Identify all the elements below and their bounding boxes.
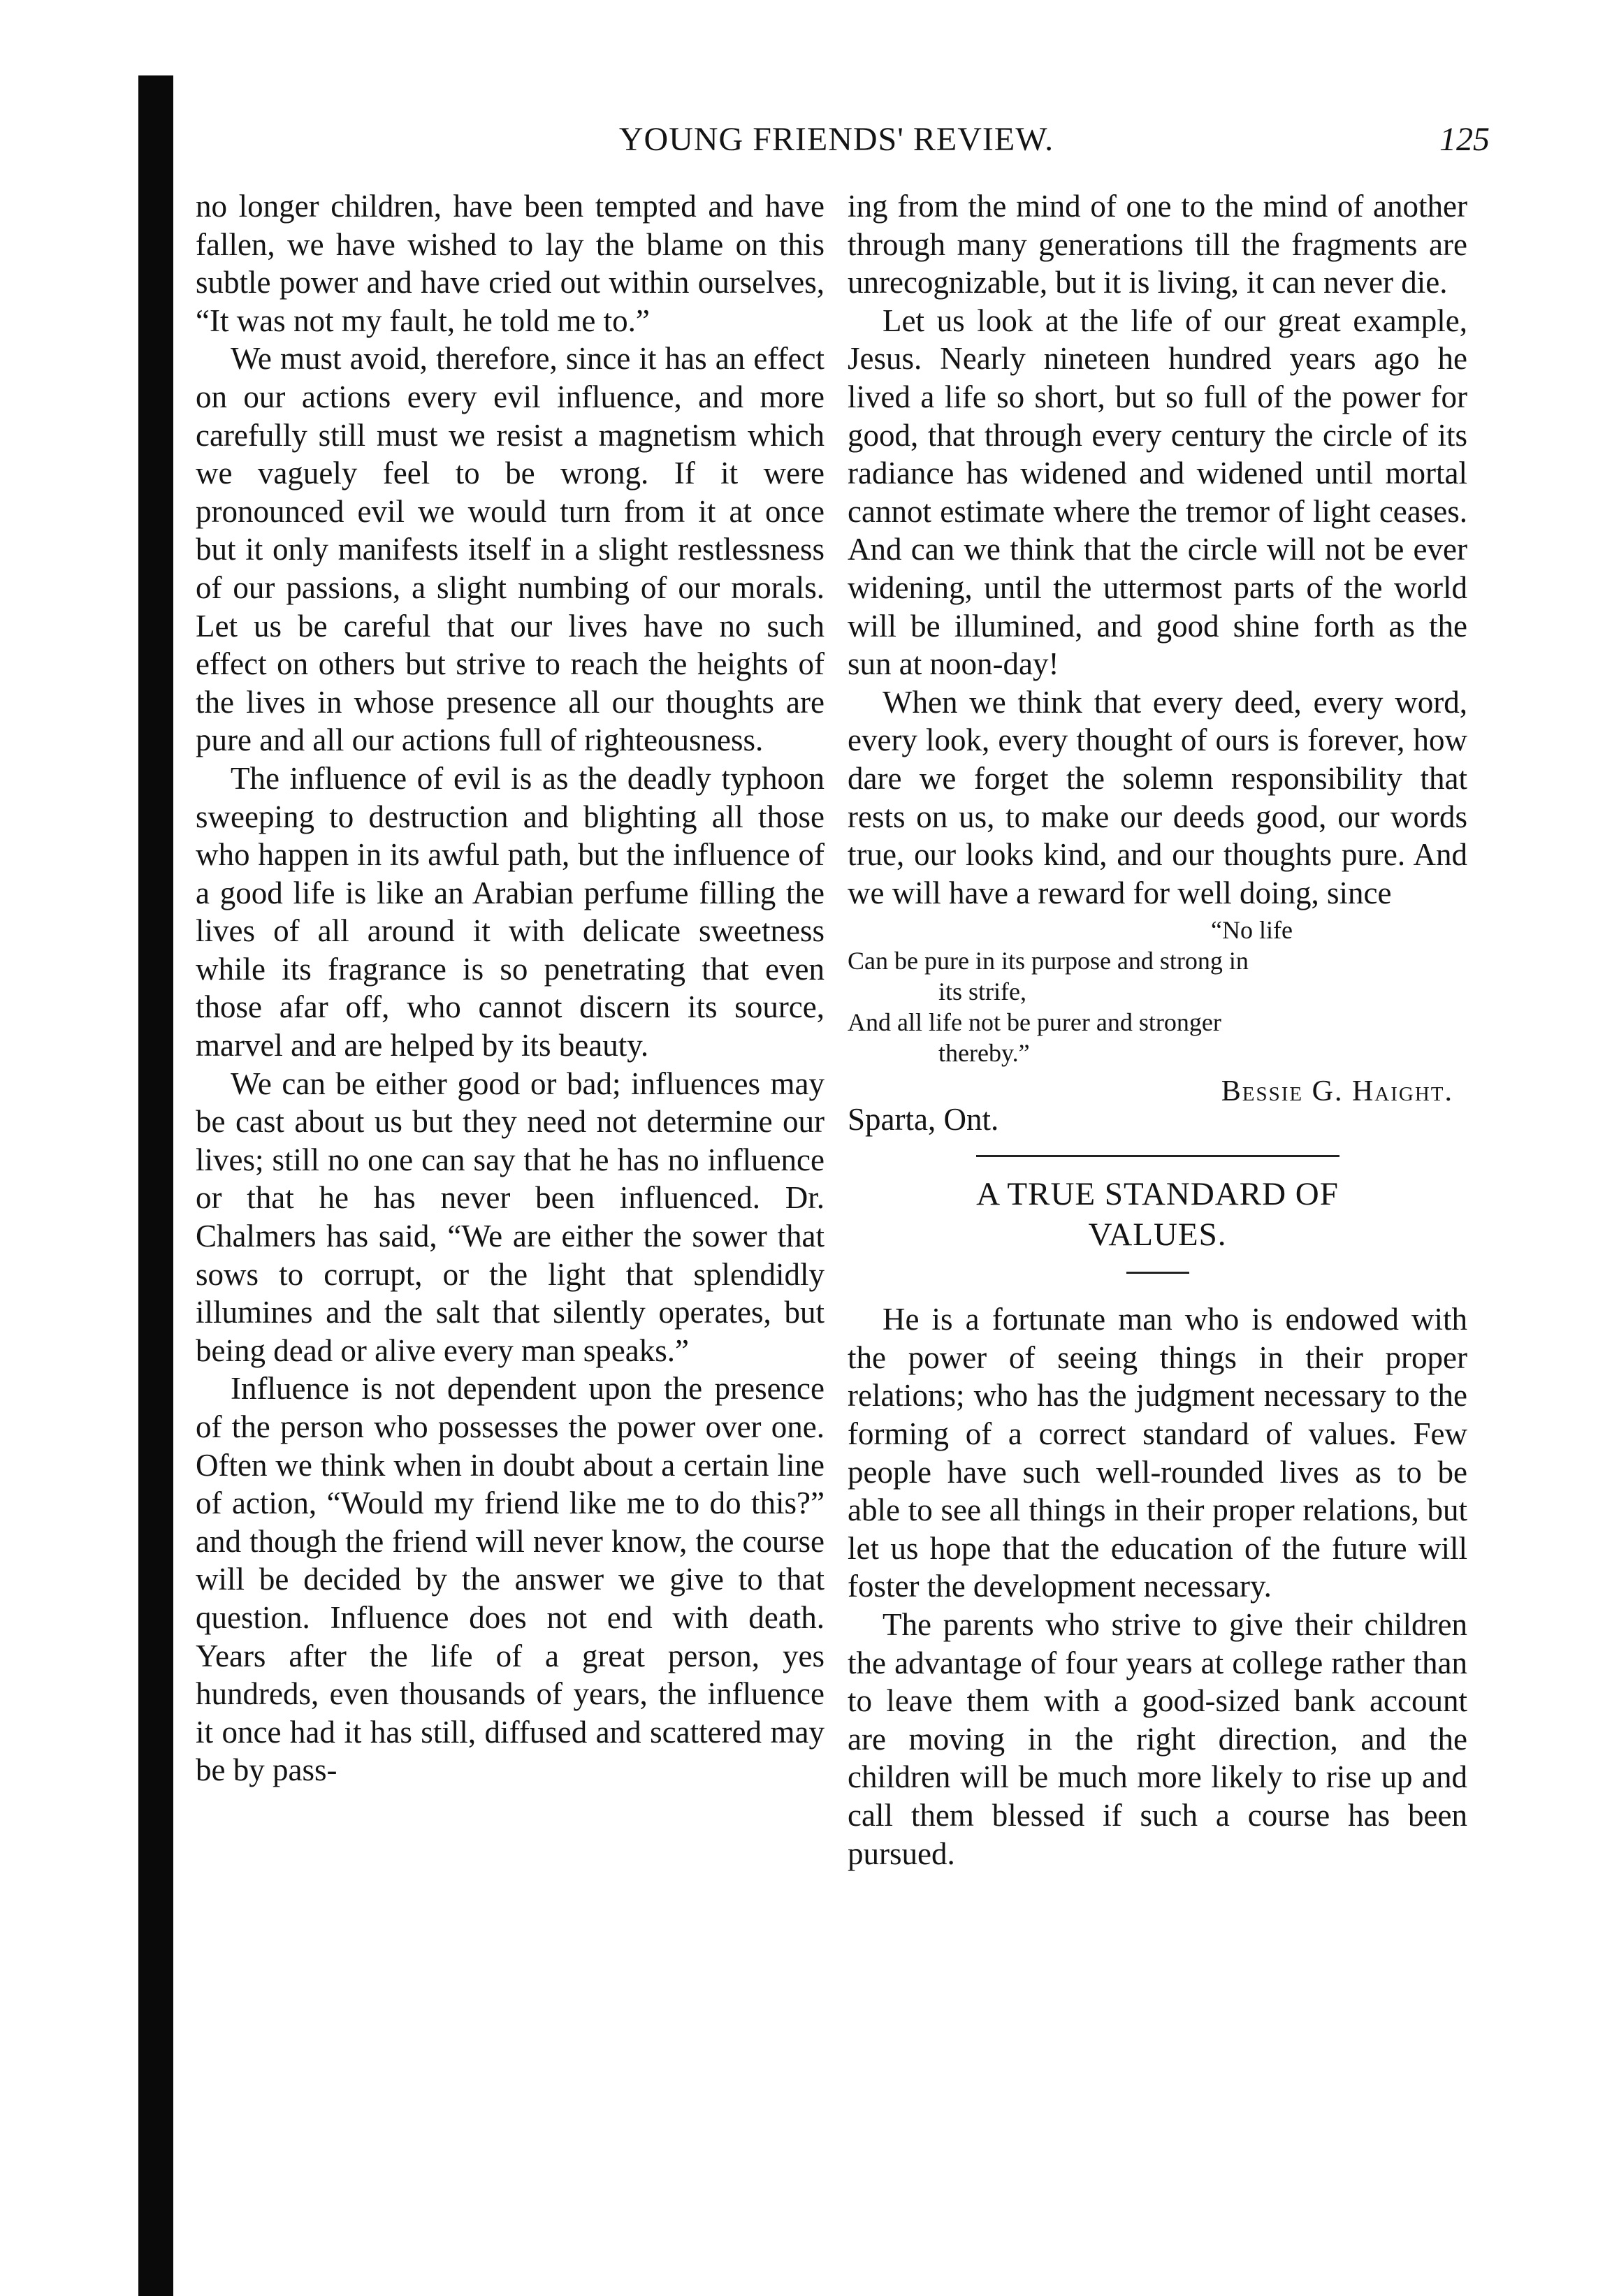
binding-edge [138,75,173,2296]
author-place: Sparta, Ont. [848,1102,999,1138]
paragraph: ing from the mind of one to the mind of another through many generations till the fragments are unrecognizable, but it is living, it can never die. [848,189,1467,300]
section-divider [976,1155,1339,1157]
title-divider [1126,1272,1189,1274]
page-header [183,120,1490,169]
paragraph: We can be either good or bad; influences may be cast about us but they need not determine our lives; still no one can say that he has no influence or that he has never been influenced. Dr. Chalmers has said, “We are either the sower that sows to corrupt, or the light that splendidly illumines and the salt that silently operates, but being dead or alive every man speaks.” [196,1066,825,1368]
verse-line: And all life not be purer and stronger [848,1008,1221,1037]
paragraph: Let us look at the life of our great example, Jesus. Nearly nineteen hundred years ago he lived a life so short, but so full of the power for good, that through every century the circle of its radiance has widened and widened until mortal cannot estimate where the tremor of light ceases. And can we think that the circle will not be ever widening, until the uttermost parts of the world will be illumined, and good shine forth as the sun at noon-day! [848,303,1467,682]
paragraph: no longer children, have been tempted and have fallen, we have wished to lay the blame on this subtle power and have cried out within ourselves, “It was not my fault, he told me to.” [196,189,825,338]
signature-block [848,1073,1467,1149]
paragraph: The parents who strive to give their children the advantage of four years at college rather than to leave them with a good-sized bank account are moving in the right direction, and the children will be much more likely to rise up and call them blessed if such a course has been pursued. [848,1607,1467,1871]
verse-line: thereby.” [938,1039,1030,1068]
article-title-line: VALUES. [1088,1216,1227,1254]
verse-line: “No life [1211,916,1293,945]
page-number: 125 [1439,121,1490,158]
right-column [848,187,1467,1873]
paragraph: The influence of evil is as the deadly typhoon sweeping to destruction and blighting all those who happen in its awful path, but the influence of a good life is like an Arabian perfume filling the lives of all around it with delicate sweetness while its fragrance is so penetrating that even those afar off, who cannot discern its source, marvel and are helped by its beauty. [196,760,825,1063]
verse-line: its strife, [938,978,1026,1006]
running-title: YOUNG FRIENDS' REVIEW. [618,121,1054,158]
paragraph: Influence is not dependent upon the presence of the person who possesses the power over one. Often we think when in doubt about a certain line of action, “Would my friend like me to do this?” and though the friend will never know, the course will be decided by the answer we give to that question. Influence does not end with death. Years after the life of a great person, yes hundreds, even thousands of years, the influence it once had it has still, diffused and scattered may be by pass- [196,1371,825,1788]
verse-line: Can be pure in its purpose and strong in [848,947,1249,975]
article-title [848,1174,1467,1255]
paragraph: We must avoid, therefore, since it has an effect on our actions every evil influence, and more carefully still must we resist a magnetism which we vaguely feel to be wrong. If it were pronounced evil we would turn from it at once but it only manifests itself in a slight restlessness of our passions, a slight numbing of our morals. Let us be careful that our lives have no such effect on others but strive to reach the heights of the lives in whose presence all our thoughts are pure and all our actions full of righteousness. [196,341,825,758]
paragraph: He is a fortunate man who is endowed with the power of seeing things in their proper relations; who has the judgment necessary to the forming of a correct standard of values. Few people have such well-rounded lives as to be able to see all things in their proper relations, but let us hope that the education of the future will foster the development necessary. [848,1302,1467,1604]
verse-quote [848,915,1467,1068]
author-signature: Bessie G. Haight. [1221,1075,1453,1108]
left-column [196,187,825,1789]
paragraph: When we think that every deed, every word, every look, every thought of ours is forever, how dare we forget the solemn responsibility that rests on us, to make our deeds good, our words true, our looks kind, and our thoughts pure. And we will have a reward for well doing, since [848,684,1467,910]
article-title-line: A TRUE STANDARD OF [976,1176,1339,1213]
